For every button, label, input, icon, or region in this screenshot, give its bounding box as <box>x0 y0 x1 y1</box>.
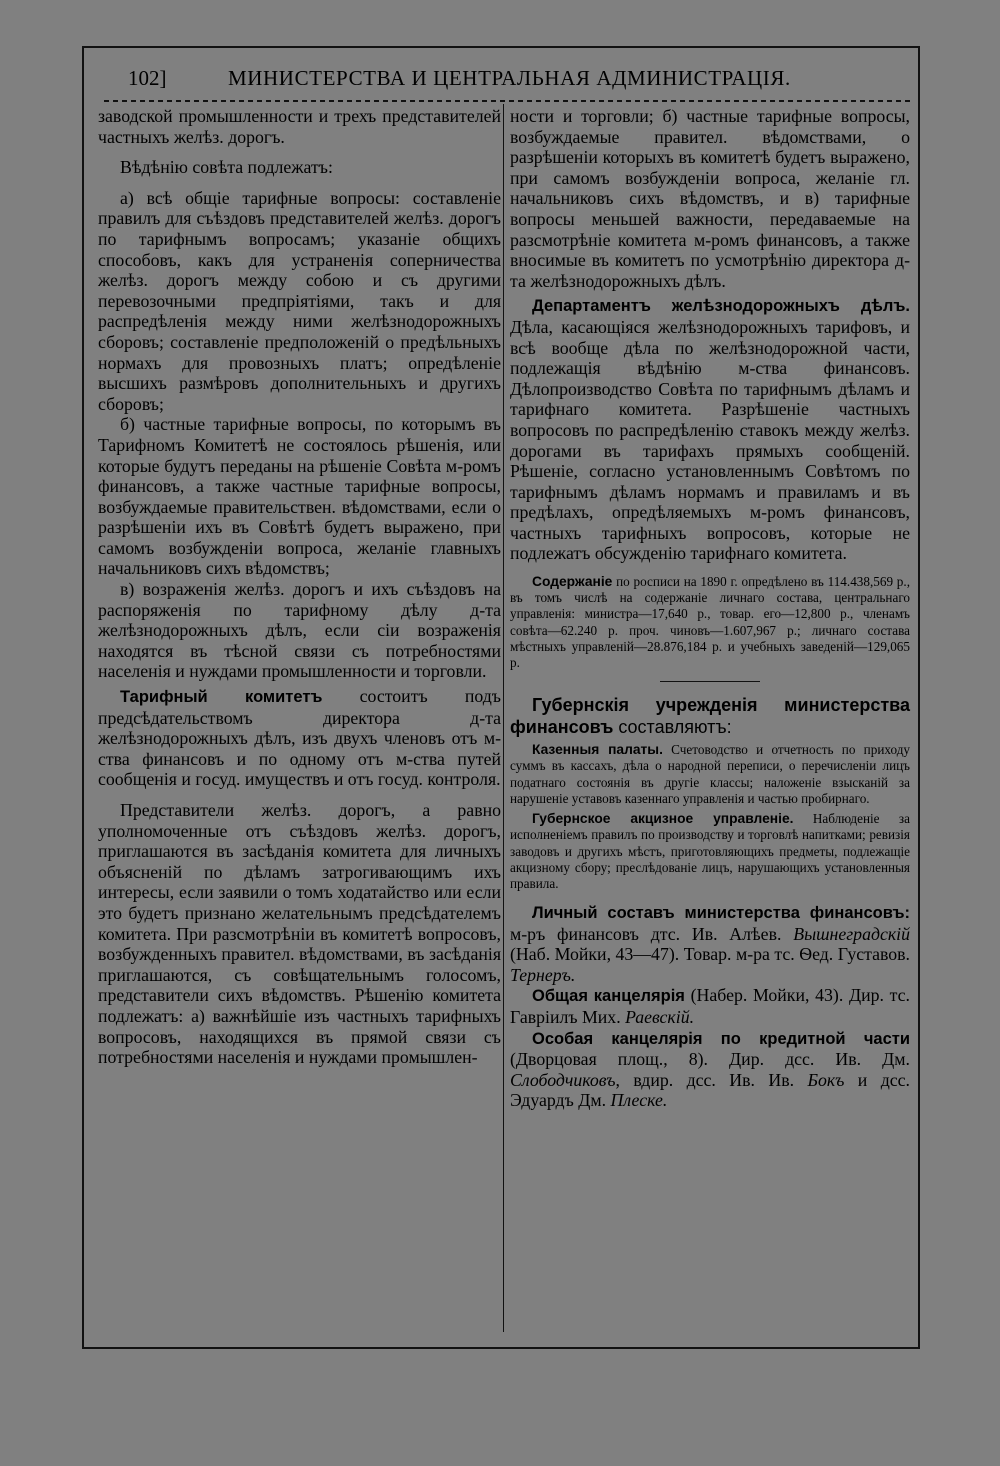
paragraph <box>510 811 910 892</box>
paragraph: ности и торговли; б) частные тарифные вопросы, возбуждаемые правител. вѣдомствами, о разрѣшеніи которыхъ въ комитетѣ будетъ выражено, при самомъ возбужденіи вопроса, желаніе гл. начальниковъ сихъ вѣдомствъ, и в) тарифные вопросы меньшей важности, передаваемые на разсмотрѣніе комитета м-ромъ финансовъ, а также вносимые въ комитетъ по усмотрѣнію директора д-та желѣзнодорожныхъ дѣлъ. <box>510 106 910 291</box>
paragraph <box>510 295 910 564</box>
paragraph: в) возраженія желѣз. дорогъ и ихъ съѣздовъ на распоряженія по тарифному дѣлу д-та желѣзнодорожныхъ дѣлъ, если сіи возраженія находятся въ тѣсной связи съ потребностями населенія и нуждами промышленности и торговли. <box>98 579 501 682</box>
person-name: Тернеръ. <box>510 964 576 985</box>
section-heading: Департаментъ желѣзнодорожныхъ дѣлъ. <box>532 297 910 316</box>
paragraph <box>510 574 910 671</box>
paragraph-text: Наблюденіе за исполненіемъ правилъ по производству и торговлѣ напитками; ревизія заводовъ и другихъ мѣстъ, приготовляющихъ предметы, подлежащіе акцизному сбору; преслѣдованіе лицъ, нарушающихъ установленныя правила. <box>510 811 910 891</box>
section-heading: Содержаніе <box>532 574 613 590</box>
section-heading: Общая канцелярія <box>532 987 685 1006</box>
paragraph <box>98 686 501 790</box>
section-heading: Губернское акцизное управленіе. <box>532 811 794 827</box>
section-separator <box>660 681 760 682</box>
paragraph-text: (Наб. Мойки, 43—47). Товар. м-ра тс. Ѳед. Густавов. <box>510 944 910 965</box>
paragraph: б) частные тарифные вопросы, по которымъ въ Тарифномъ Комитетѣ не состоялось рѣшенія, или которые будутъ переданы на рѣшеніе Совѣта м-ромъ финансовъ, а также частные тарифные вопросы, возбуждаемые правительствен. вѣдомствами, если о разрѣшеніи ихъ въ Совѣтѣ будетъ выражено, при самомъ возбужденіи вопроса, желаніе главныхъ начальниковъ сихъ вѣдомствъ; <box>98 414 501 579</box>
paragraph <box>510 742 910 807</box>
person-name: Вышнеградскій <box>793 923 910 944</box>
section-heading: Казенныя палаты. <box>532 742 663 758</box>
paragraph <box>510 985 910 1027</box>
paragraph <box>510 1028 910 1111</box>
subsection-heading <box>510 694 910 738</box>
subsection-title-tail: составляютъ: <box>613 717 732 738</box>
running-title: МИНИСТЕРСТВА И ЦЕНТРАЛЬНАЯ АДМИНИСТРАЦІЯ. <box>228 66 791 90</box>
page-header <box>100 66 910 96</box>
left-column <box>98 106 501 1068</box>
paragraph-text: по росписи на 1890 г. опредѣлено въ 114.438,569 р., въ томъ числѣ на содержаніе личнаго состава, центральнаго управленія: министра—17,640 р., товар. его—12,800 р., членамъ совѣта—62.240 р. проч. чиновъ—1.607,967 р.; личнаго состава мѣстныхъ управленій—28.876,184 р. и учебныхъ заведеній—129,065 р. <box>510 574 910 671</box>
person-name: Бокъ <box>807 1069 845 1090</box>
paragraph-text: Дѣла, касающіяся желѣзнодорожныхъ тарифовъ, и всѣ вообще дѣла по желѣзнодорожной части, подлежащія вѣдѣнію м-ства финансовъ. Дѣлопроизводство Совѣта по тарифнымъ дѣламъ и тарифнаго комитета. Разрѣшеніе частныхъ вопросовъ по распредѣленію ставокъ между желѣз. дорогами въ тарифахъ прямыхъ сообщеній. Рѣшеніе, согласно установленнымъ Совѣтомъ по тарифнымъ дѣламъ нормамъ и правиламъ и въ предѣлахъ, опредѣляемыхъ м-ромъ финансовъ, частныхъ тарифныхъ вопросовъ, которые не подлежатъ обсужденію тарифнаго комитета. <box>510 316 910 564</box>
column-divider <box>503 104 504 1332</box>
paragraph-text: (Дворцовая площ., 8). Дир. дсс. Ив. Дм. <box>510 1049 910 1070</box>
paragraph: Представители желѣз. дорогъ, а равно уполномоченные отъ съѣздовъ желѣз. дорогъ, приглашаются въ засѣданія комитета для личныхъ объясненій по дѣламъ затрогивающимъ ихъ интересы, если заявили о томъ ходатайство или если это будетъ признано желательнымъ предсѣдателемъ комитета. При разсмотрѣніи въ комитетѣ вопросовъ, возбужденныхъ правител. вѣдомствами, въ засѣданія приглашаются, съ совѣщательнымъ голосомъ, представители сихъ вѣдомствъ. Рѣшенію комитета подлежатъ: а) важнѣйшіе изъ частныхъ тарифныхъ вопросовъ, находящихся въ прямой связи съ потребностями населенія и нуждами промышлен- <box>98 800 501 1068</box>
paragraph: заводской промышленности и трехъ представителей частныхъ желѣз. дорогъ. <box>98 106 501 147</box>
paragraph-text: м-ръ финансовъ дтс. Ив. Алѣев. <box>510 923 794 944</box>
person-name: Раевскій. <box>625 1007 695 1028</box>
section-heading: Особая канцелярія по кредитной части <box>532 1029 910 1048</box>
paragraph-text: и дсс. Эдуардъ Дм. <box>510 1069 910 1111</box>
page-number: 102] <box>128 66 167 90</box>
paragraph-text: (Набер. Мойки, 43). Дир. тс. Гавріилъ Мих. <box>510 985 910 1028</box>
section-heading: Личный составъ министерства финансовъ: <box>532 904 910 923</box>
paragraph: а) всѣ общіе тарифные вопросы: составленіе правилъ для съѣздовъ представителей желѣз. дорогъ по тарифнымъ вопросамъ; указаніе общихъ способовъ, какъ для устраненія соперничества желѣз. дорогъ между собою и съ другими перевозочными предпріятіями, такъ и для распредѣленія между ними желѣзнодорожныхъ сборовъ; составленіе предположеній о предѣльныхъ нормахъ для провозныхъ платъ; опредѣленіе высшихъ размѣровъ дополнительныхъ и другихъ сборовъ; <box>98 187 501 414</box>
paragraph-text: , вдир. дсс. Ив. Ив. <box>615 1069 808 1090</box>
person-name: Плеске. <box>610 1090 668 1111</box>
person-name: Слободчиковъ <box>510 1069 616 1090</box>
section-heading: Тарифный комитетъ <box>120 688 323 707</box>
subsection-title: Губернскія учрежденія министерства финансовъ <box>510 695 910 738</box>
paragraph: Вѣдѣнію совѣта подлежатъ: <box>120 157 333 178</box>
paragraph-text: состоитъ подъ предсѣдательствомъ директора д-та желѣзнодорожныхъ дѣлъ, изъ двухъ членовъ отъ м-ства финансовъ и по одному отъ м-ства путей сообщенія и госуд. имуществъ и отъ госуд. контроля. <box>98 686 501 790</box>
paragraph <box>510 902 910 985</box>
paragraph-text: Счетоводство и отчетность по приходу суммъ въ кассахъ, дѣла о народной переписи, о перечисленіи лицъ податнаго состоянія въ другіе классы; наложеніе взысканій за нарушеніе уставовъ казеннаго управленія и частью пробирнаго. <box>510 742 910 806</box>
right-column <box>510 106 910 1111</box>
